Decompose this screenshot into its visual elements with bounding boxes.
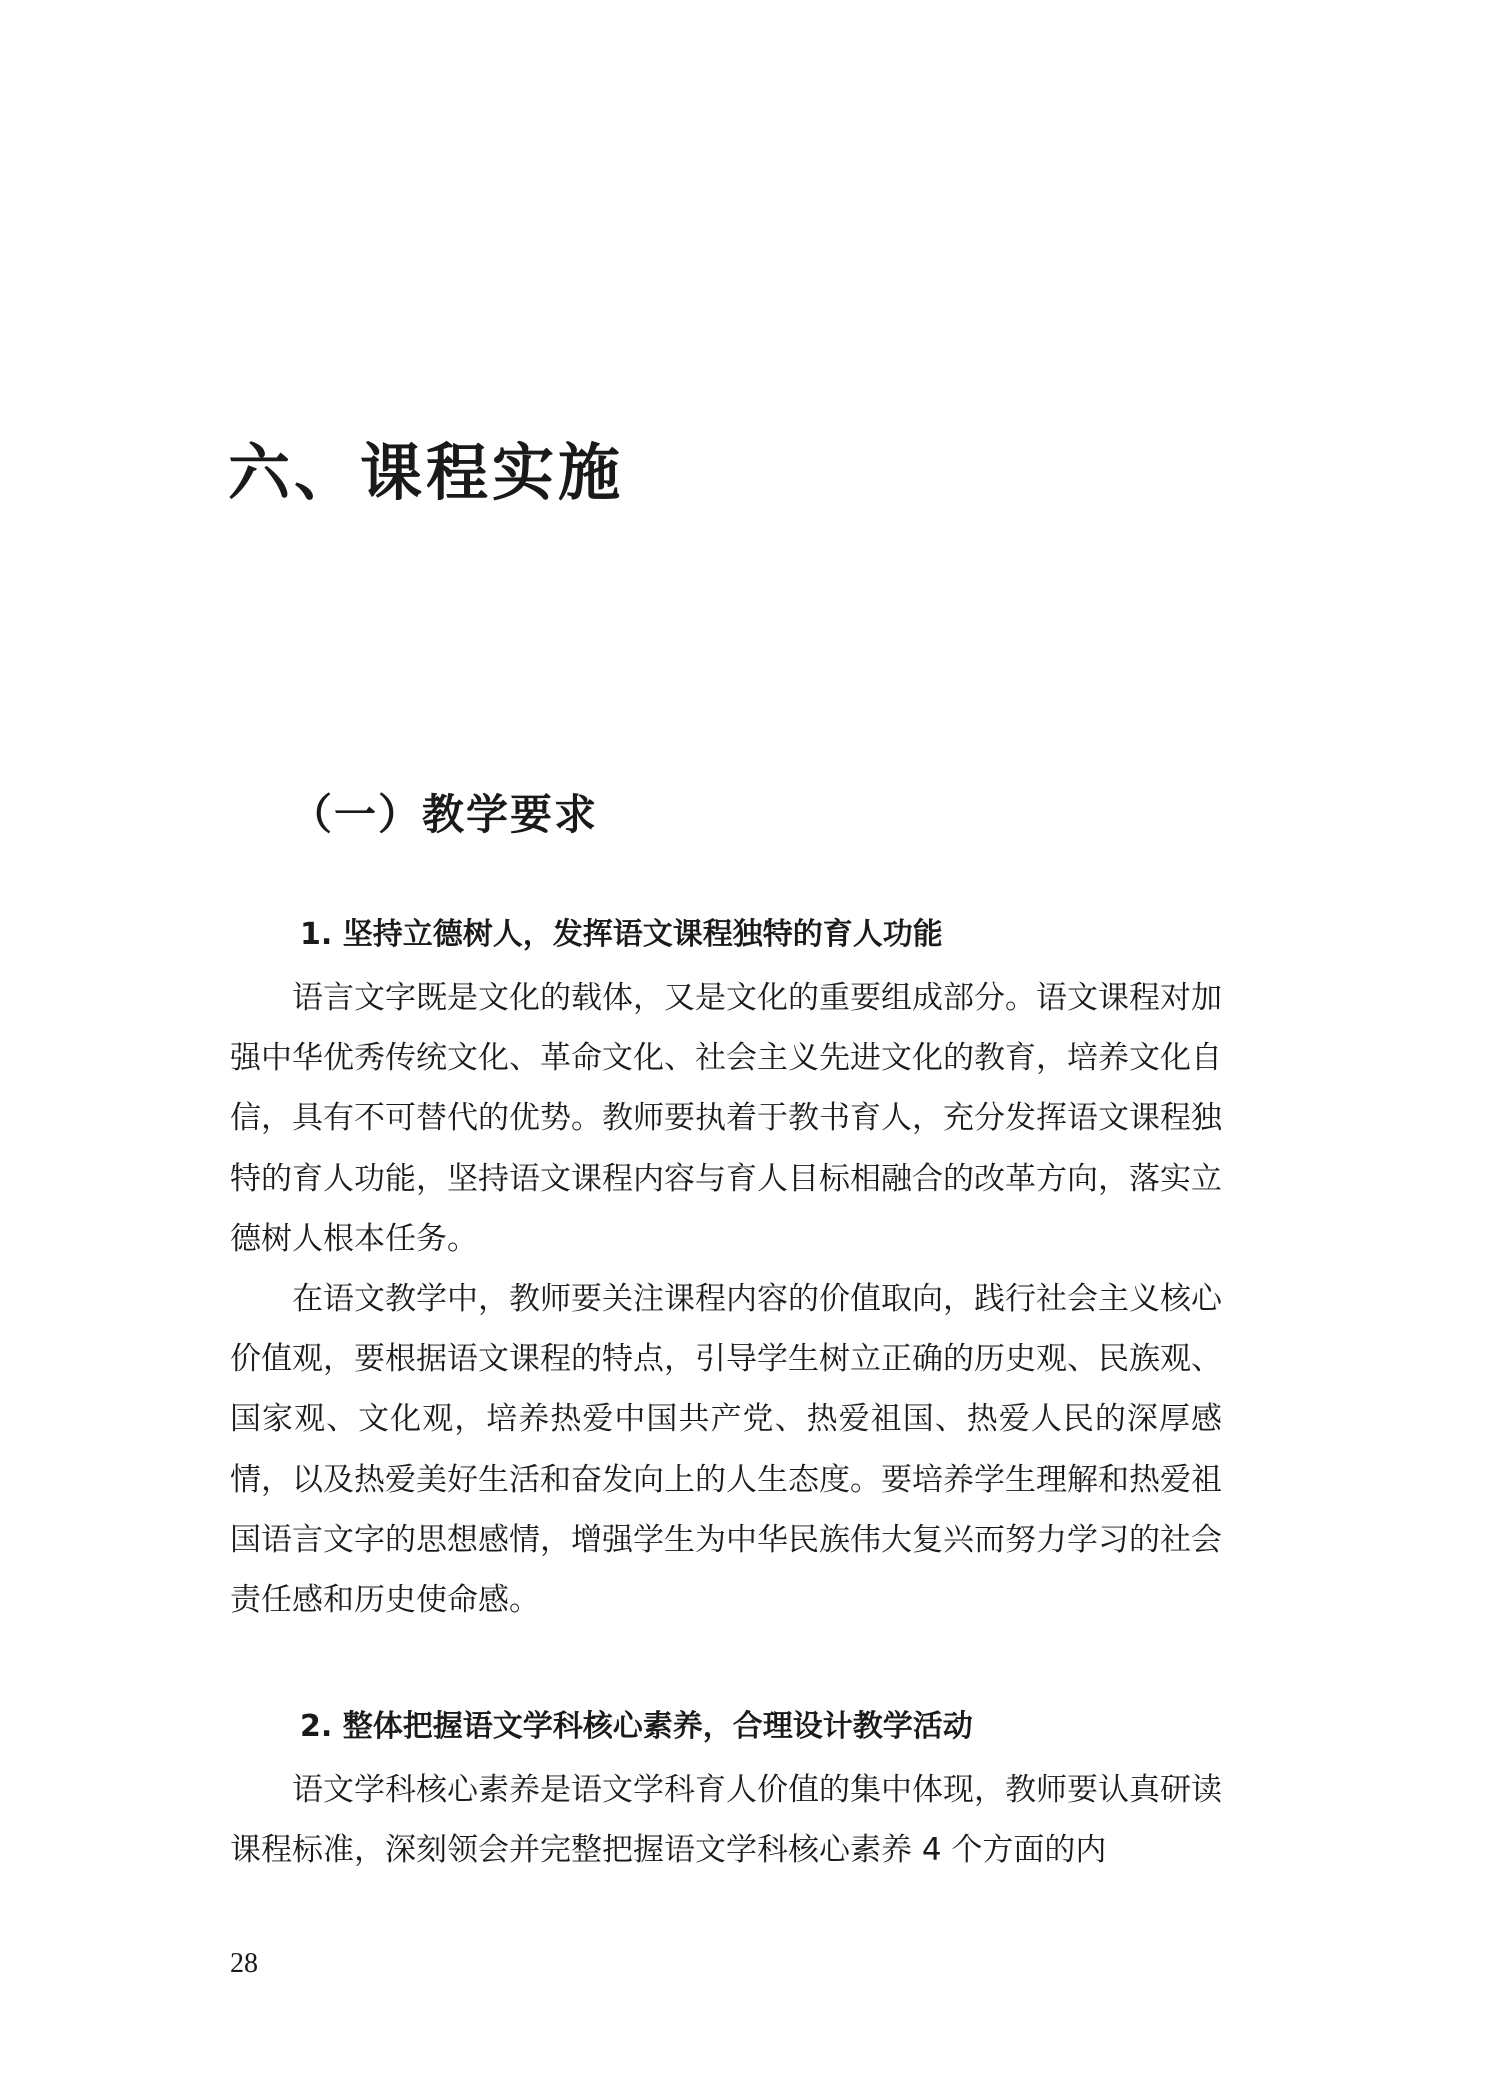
subsection-1-paragraph-1: 语言文字既是文化的载体，又是文化的重要组成部分。语文课程对加强中华优秀传统文化、革命文化、社会主义先进文化的教育，培养文化自信，具有不可替代的优势。教师要执着于教书育人，充分发挥语文课程独特的育人功能，坚持语文课程内容与育人目标相融合的改革方向，落实立德树人根本任务。 bbox=[230, 980, 1222, 1257]
subsection-2-paragraph-1: 语文学科核心素养是语文学科育人价值的集中体现，教师要认真研读课程标准，深刻领会并完整把握语文学科核心素养 4 个方面的内 bbox=[230, 1772, 1222, 1869]
subsection-2-heading: 2. 整体把握语文学科核心素养，合理设计教学活动 bbox=[300, 1709, 973, 1744]
subsection-1-paragraph-2: 在语文教学中，教师要关注课程内容的价值取向，践行社会主义核心价值观，要根据语文课程的特点，引导学生树立正确的历史观、民族观、国家观、文化观，培养热爱中国共产党、热爱祖国、热爱人民的深厚感情，以及热爱美好生活和奋发向上的人生态度。要培养学生理解和热爱祖国语言文字的思想感情，增强学生为中华民族伟大复兴而努力学习的社会责任感和历史使命感。 bbox=[230, 1281, 1222, 1619]
page-number: 28 bbox=[230, 1948, 258, 1979]
chapter-title: 六、课程实施 bbox=[228, 436, 625, 509]
section-title: （一）教学要求 bbox=[290, 790, 599, 839]
subsection-1-heading: 1. 坚持立德树人，发挥语文课程独特的育人功能 bbox=[300, 917, 943, 952]
